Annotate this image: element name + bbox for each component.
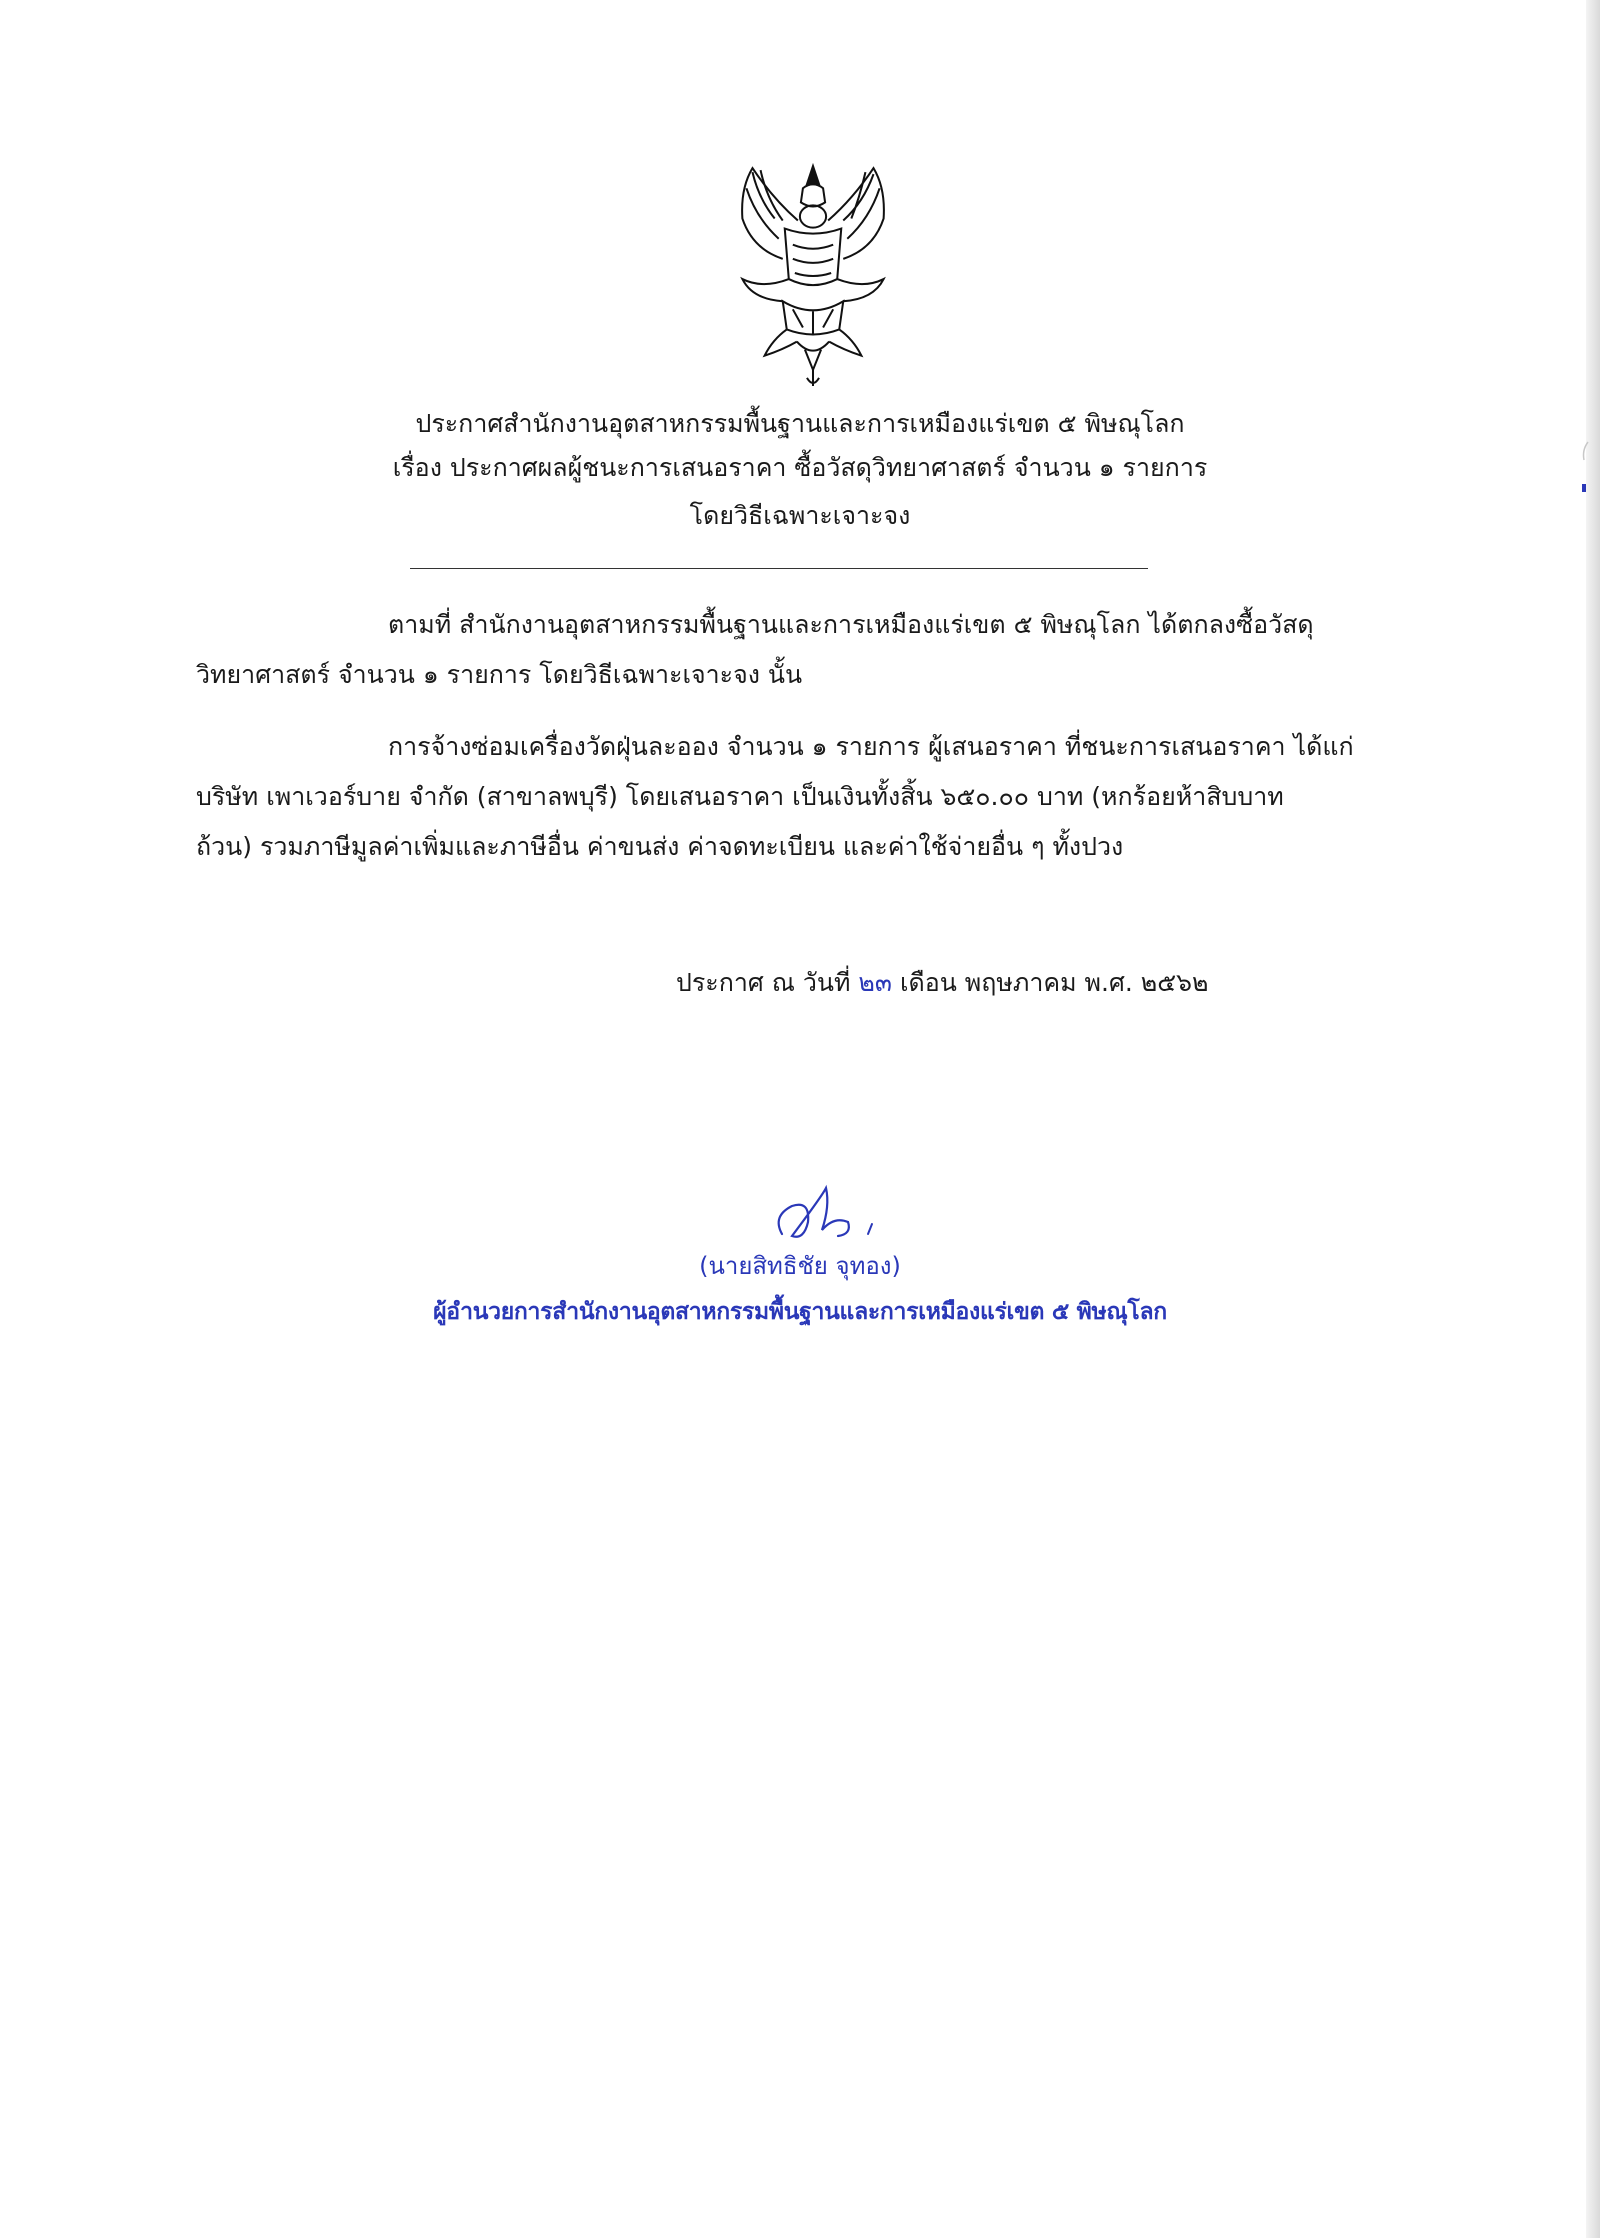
date-prefix: ประกาศ ณ วันที่ <box>676 968 851 997</box>
signer-name: (นายสิทธิชัย จุทอง) <box>699 1252 901 1280</box>
paragraph-1-line-1: ตามที่ สำนักงานอุตสาหกรรมพื้นฐานและการเหมืองแร่เขต ๕ พิษณุโลก ได้ตกลงซื้อวัสดุ <box>388 610 1314 639</box>
paragraph-winner-details <box>196 722 1392 872</box>
garuda-emblem-icon <box>712 158 914 390</box>
scan-margin-mark <box>1578 440 1590 496</box>
scanner-page-edge <box>1586 0 1600 2238</box>
announcement-heading-line-1: ประกาศสำนักงานอุตสาหกรรมพื้นฐานและการเหมืองแร่เขต ๕ พิษณุโลก <box>415 409 1185 438</box>
announcement-method-line: โดยวิธีเฉพาะเจาะจง <box>689 501 911 530</box>
signature-mark <box>752 1176 912 1256</box>
signer-title: ผู้อำนวยการสำนักงานอุตสาหกรรมพื้นฐานและการเหมืองแร่เขต ๕ พิษณุโลก <box>433 1299 1167 1325</box>
announcement-date <box>676 958 1209 1008</box>
announcement-subject-line: เรื่อง ประกาศผลผู้ชนะการเสนอราคา ซื้อวัสดุวิทยาศาสตร์ จำนวน ๑ รายการ <box>392 453 1208 482</box>
paragraph-1-line-2: วิทยาศาสตร์ จำนวน ๑ รายการ โดยวิธีเฉพาะเจาะจง นั้น <box>196 660 803 689</box>
paragraph-2-line-1: การจ้างซ่อมเครื่องวัดฝุ่นละออง จำนวน ๑ รายการ ผู้เสนอราคา ที่ชนะการเสนอราคา ได้แก่ <box>388 732 1354 761</box>
header-divider <box>410 568 1148 569</box>
paragraph-purchase-intro <box>196 600 1392 700</box>
date-day-handwritten: ๒๓ <box>858 968 892 997</box>
date-suffix: เดือน พฤษภาคม พ.ศ. ๒๕๖๒ <box>899 968 1209 997</box>
paragraph-2-line-3: ถ้วน) รวมภาษีมูลค่าเพิ่มและภาษีอื่น ค่าขนส่ง ค่าจดทะเบียน และค่าใช้จ่ายอื่น ๆ ทั้งปวง <box>196 832 1124 861</box>
paragraph-2-line-2: บริษัท เพาเวอร์บาย จำกัด (สาขาลพบุรี) โดยเสนอราคา เป็นเงินทั้งสิ้น ๖๕๐.๐๐ บาท (หกร้อยห้าสิบบาท <box>196 782 1284 811</box>
